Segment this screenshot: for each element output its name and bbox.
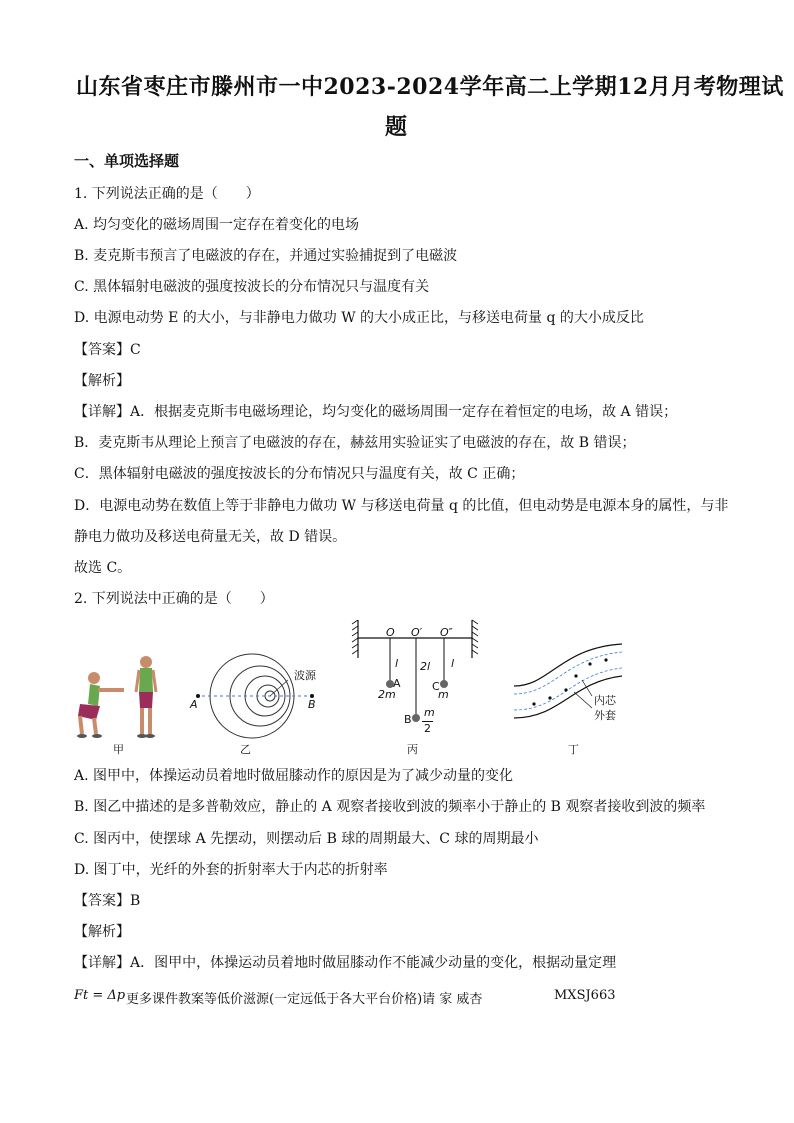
figure-jia-label: 甲 <box>113 743 124 756</box>
q1-detail-line: C．黑体辐射电磁波的强度按波长的分布情况只与温度有关，故 C 正确； <box>74 466 525 482</box>
figure-ding-outer-sheath: 外套 <box>594 709 616 722</box>
q1-option-b: B. 麦克斯韦预言了电磁波的存在，并通过实验捕捉到了电磁波 <box>74 248 458 264</box>
q2-option-a: A. 图甲中，体操运动员着地时做屈膝动作的原因是为了减少动量的变化 <box>74 768 514 784</box>
q2-answer: 【答案】B <box>74 893 141 909</box>
footer-code: MXSJ663 <box>554 988 616 1003</box>
figure-ding-inner-core: 内芯 <box>594 694 616 707</box>
figure-bing-mass-c: m <box>438 688 449 701</box>
figure-bing-mass-b-den: 2 <box>424 722 431 735</box>
figure-bing-o: O <box>386 626 395 639</box>
figure-jia-gymnast <box>66 648 166 753</box>
figure-bing-label: 丙 <box>407 743 418 756</box>
q2-option-d: D. 图丁中，光纤的外套的折射率大于内芯的折射率 <box>74 862 388 878</box>
figure-bing-mass-b-num: m <box>424 706 435 719</box>
q1-detail-line: B．麦克斯韦从理论上预言了电磁波的存在，赫兹用实验证实了电磁波的存在，故 B 错误； <box>74 435 636 451</box>
q2-analysis-label: 【解析】 <box>74 924 130 940</box>
figure-yi-point-a: A <box>190 698 198 711</box>
figure-yi-wave-source: 波源 <box>294 669 316 682</box>
q1-detail-line: 静电力做功及移送电荷量无关，故 D 错误。 <box>74 529 347 545</box>
figure-bing-len-l: l <box>395 657 399 670</box>
q1-detail-line: D．电源电动势在数值上等于非静电力做功 W 与移送电荷量 q 的比值，但电动势是电源本身的属性，与非 <box>74 498 729 514</box>
figure-bing-mass-a: 2m <box>378 688 396 701</box>
figure-bing-len-2l: 2l <box>420 660 431 673</box>
footer-text: 更多课件教案等低价滋源(一定远低于各大平台价格)请 家 威杏 <box>126 992 483 1007</box>
figure-yi-label: 乙 <box>240 743 251 756</box>
q1-detail-line: 故选 C。 <box>74 560 132 576</box>
q1-detail-line: 【详解】A．根据麦克斯韦电磁场理论，均匀变化的磁场周围一定存在着恒定的电场，故 A 错误； <box>74 404 678 420</box>
q1-option-c: C. 黑体辐射电磁波的强度按波长的分布情况只与温度有关 <box>74 279 430 295</box>
footer-formula: Ft = Δp <box>74 988 126 1003</box>
page-title-line2: 题 <box>385 114 408 140</box>
q1-analysis-label: 【解析】 <box>74 373 130 389</box>
figure-yi-doppler <box>188 652 328 742</box>
section-heading: 一、单项选择题 <box>74 152 180 170</box>
figure-ding-label: 丁 <box>568 743 579 756</box>
q1-option-d: D. 电源电动势 E 的大小，与非静电力做功 W 的大小成正比，与移送电荷量 q 的大小成反比 <box>74 310 644 326</box>
q1-answer: 【答案】C <box>74 342 141 358</box>
q2-detail-line: 【详解】A．图甲中，体操运动员着地时做屈膝动作不能减少动量的变化，根据动量定理 <box>74 955 617 971</box>
figure-bing-len-l2: l <box>451 657 455 670</box>
q2-option-b: B. 图乙中描述的是多普勒效应，静止的 A 观察者接收到波的频率小于静止的 B 观察者接收到波的频率 <box>74 799 706 815</box>
q2-option-c: C. 图丙中，使摆球 A 先摆动，则摆动后 B 球的周期最大、C 球的周期最小 <box>74 831 539 847</box>
q2-stem: 2. 下列说法中正确的是（ ） <box>74 591 274 607</box>
figure-bing-o1: O′ <box>411 626 423 639</box>
figure-yi-point-b: B <box>308 698 316 711</box>
figure-bing-ball-b: B <box>404 713 412 726</box>
figure-bing-ball-c: C <box>432 680 440 693</box>
figure-bing-ball-a: A <box>393 677 401 690</box>
figure-bing-o2: O″ <box>440 626 453 639</box>
page-title-line1: 山东省枣庄市滕州市一中2023-2024学年高二上学期12月月考物理试 <box>76 74 784 100</box>
q1-option-a: A. 均匀变化的磁场周围一定存在着变化的电场 <box>74 217 360 233</box>
q1-stem: 1. 下列说法正确的是（ ） <box>74 186 260 202</box>
